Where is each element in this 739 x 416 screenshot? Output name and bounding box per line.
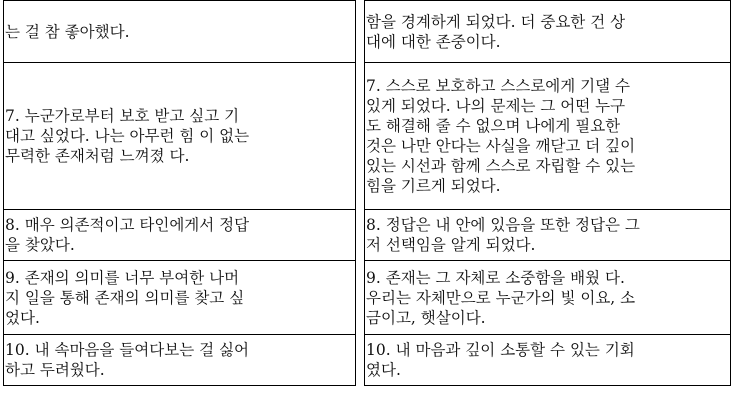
column-divider <box>356 210 365 261</box>
comparison-table <box>3 0 731 386</box>
after-cell: 함을 경계하게 되었다. 더 중요한 건 상 대에 대한 존중이다. <box>365 1 731 63</box>
before-cell: 는 걸 참 좋아했다. <box>4 1 356 63</box>
after-cell: 7. 스스로 보호하고 스스로에게 기댈 수 있게 되었다. 나의 문제는 그 어떤 누구 도 해결해 줄 수 없으며 나에게 필요한 것은 나만 안다는 사실을 깨닫고 더 깊이 있는 시선과 함께 스스로 자립할 수 있는 힘을 기르게 되었다. <box>365 63 731 210</box>
column-divider <box>356 63 365 210</box>
column-divider <box>356 335 365 386</box>
table-row <box>4 63 731 210</box>
before-cell: 8. 매우 의존적이고 타인에게서 정답 을 찾았다. <box>4 210 356 261</box>
after-cell: 8. 정답은 내 안에 있음을 또한 정답은 그 저 선택임을 알게 되었다. <box>365 210 731 261</box>
before-cell: 10. 내 속마음을 들여다보는 걸 싫어 하고 두려웠다. <box>4 335 356 386</box>
before-cell: 7. 누군가로부터 보호 받고 싶고 기 대고 싶었다. 나는 아무런 힘 이 없는 무력한 존재처럼 느껴졌 다. <box>4 63 356 210</box>
table-row <box>4 261 731 335</box>
table-row <box>4 335 731 386</box>
column-divider <box>356 1 365 63</box>
column-divider <box>356 261 365 335</box>
after-cell: 10. 내 마음과 깊이 소통할 수 있는 기회 였다. <box>365 335 731 386</box>
after-cell: 9. 존재는 그 자체로 소중함을 배웠 다. 우리는 자체만으로 누군가의 빛 이요, 소 금이고, 햇살이다. <box>365 261 731 335</box>
table-row <box>4 1 731 63</box>
before-cell: 9. 존재의 의미를 너무 부여한 나머 지 일을 통해 존재의 의미를 찾고 싶 었다. <box>4 261 356 335</box>
table-row <box>4 210 731 261</box>
